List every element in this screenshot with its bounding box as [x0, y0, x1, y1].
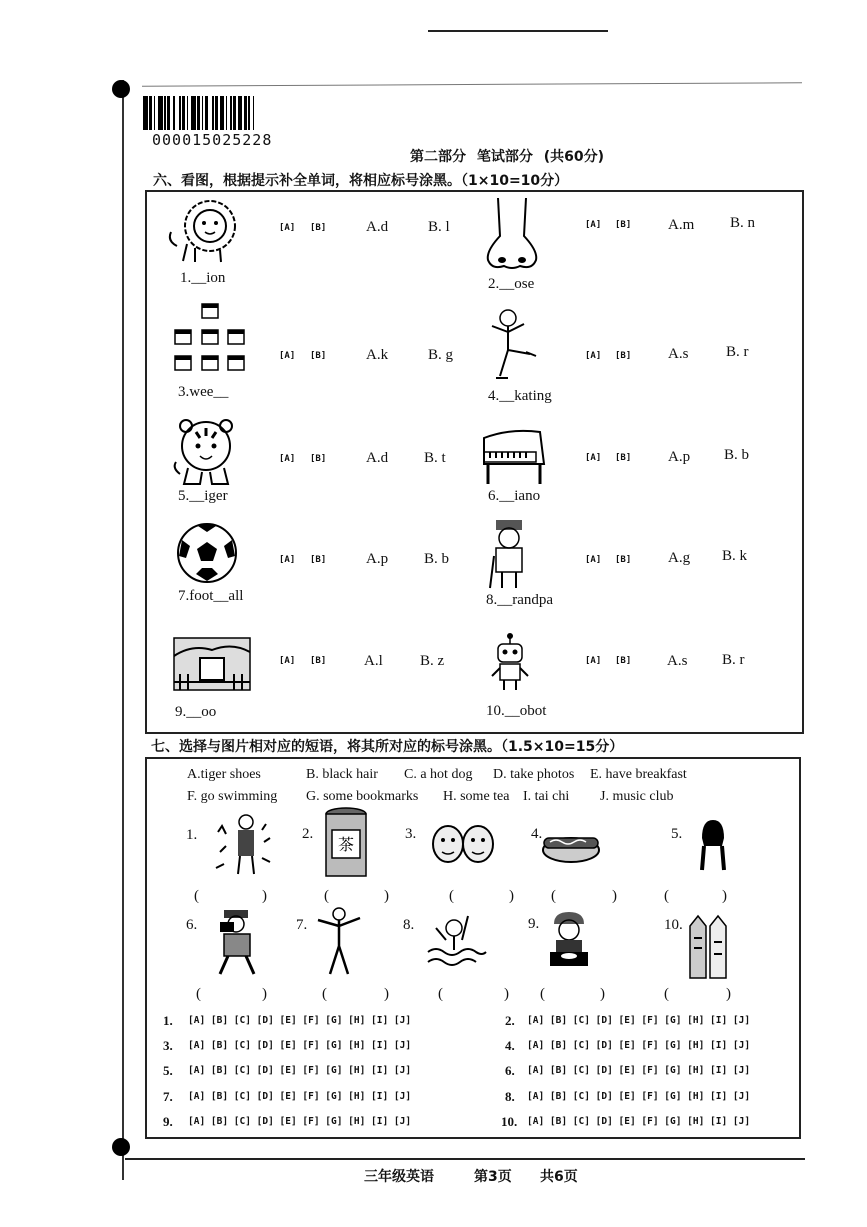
s6-item10-option-b: B. r — [722, 652, 745, 668]
pic4-paren-open: ( — [551, 888, 556, 904]
pic7-paren-close: ) — [384, 986, 389, 1002]
s6-item1-bubble-a[interactable]: [A] — [279, 223, 296, 233]
pic3-paren-close: ) — [509, 888, 514, 904]
s6-item7-bubble-a[interactable]: [A] — [279, 555, 296, 565]
s6-item2-bubble-b[interactable]: [B] — [615, 220, 632, 230]
bookmarks-icon — [686, 914, 732, 980]
phrase-h: H. some tea — [443, 789, 510, 804]
pic2-paren-close: ) — [384, 888, 389, 904]
s6-item6-option-a: A.p — [668, 449, 691, 465]
s6-item2-bubble-a[interactable]: [A] — [585, 220, 602, 230]
answer-row-1-bubbles[interactable]: [A] [B] [C] [D] [E] [F] [G] [H] [I] [J] — [188, 1015, 412, 1026]
phrase-b: B. black hair — [306, 767, 378, 782]
pic1-number: 1. — [186, 827, 198, 843]
pic9-number: 9. — [528, 916, 540, 932]
binding-hole-top — [112, 80, 130, 98]
swimming-icon — [426, 910, 488, 968]
skating-girl-icon — [486, 306, 546, 386]
pic8-paren-open: ( — [438, 986, 443, 1002]
section6-title: 六、看图，根据提示补全单词，将相应标号涂黑。（1×10=10分） — [153, 173, 569, 189]
phrase-f: F. go swimming — [187, 789, 278, 804]
s6-item5-option-b: B. t — [424, 450, 446, 466]
phrase-d: D. take photos — [493, 767, 575, 782]
phrase-g: G. some bookmarks — [306, 789, 419, 804]
phrase-a: A.tiger shoes — [187, 767, 261, 782]
pic10-paren-open: ( — [664, 986, 669, 1002]
answer-row-5-number: 5. — [163, 1063, 173, 1078]
footer-subject: 三年级英语 — [364, 1169, 434, 1185]
pic1-paren-open: ( — [194, 888, 199, 904]
barcode — [143, 96, 348, 130]
s6-item5-option-a: A.d — [366, 450, 389, 466]
s6-item6-bubble-a[interactable]: [A] — [585, 453, 602, 463]
pic6-number: 6. — [186, 917, 198, 933]
phrase-j: J. music club — [600, 789, 674, 804]
answer-row-5-bubbles[interactable]: [A] [B] [C] [D] [E] [F] [G] [H] [I] [J] — [188, 1065, 412, 1076]
s6-item2-option-b: B. n — [730, 215, 756, 231]
answer-row-4-bubbles[interactable]: [A] [B] [C] [D] [E] [F] [G] [H] [I] [J] — [527, 1040, 751, 1051]
pic10-paren-close: ) — [726, 986, 731, 1002]
s6-item1-option-b: B. l — [428, 219, 450, 235]
footer-total: 共6页 — [540, 1169, 578, 1185]
s6-item10-label: 10.__obot — [486, 703, 547, 719]
s6-item9-bubble-a[interactable]: [A] — [279, 656, 296, 666]
take-photos-icon — [212, 908, 262, 978]
s6-item10-bubble-a[interactable]: [A] — [585, 656, 602, 666]
pic7-paren-open: ( — [322, 986, 327, 1002]
s6-item3-option-a: A.k — [366, 347, 389, 363]
answer-row-6-number: 6. — [505, 1063, 515, 1078]
answer-row-2-bubbles[interactable]: [A] [B] [C] [D] [E] [F] [G] [H] [I] [J] — [527, 1015, 751, 1026]
footer-page: 第3页 — [474, 1169, 512, 1185]
pic3-number: 3. — [405, 826, 417, 842]
binding-line — [122, 80, 124, 1180]
phrase-i: I. tai chi — [523, 789, 570, 804]
pic5-paren-close: ) — [722, 888, 727, 904]
answer-row-1-number: 1. — [163, 1013, 173, 1028]
s6-item8-label: 8.__randpa — [486, 592, 554, 608]
s6-item6-option-b: B. b — [724, 447, 750, 463]
grandpa-icon — [484, 516, 534, 592]
pic9-paren-close: ) — [600, 986, 605, 1002]
answer-row-10-bubbles[interactable]: [A] [B] [C] [D] [E] [F] [G] [H] [I] [J] — [527, 1116, 751, 1127]
answer-row-2-number: 2. — [505, 1013, 515, 1028]
s6-item4-bubble-b[interactable]: [B] — [615, 351, 632, 361]
s6-item4-label: 4.__kating — [488, 388, 552, 404]
svg-text:茶: 茶 — [337, 835, 355, 854]
pic7-number: 7. — [296, 917, 308, 933]
s6-item4-option-b: B. r — [726, 344, 749, 360]
answer-row-7-bubbles[interactable]: [A] [B] [C] [D] [E] [F] [G] [H] [I] [J] — [188, 1091, 412, 1102]
answer-row-6-bubbles[interactable]: [A] [B] [C] [D] [E] [F] [G] [H] [I] [J] — [527, 1065, 751, 1076]
answer-row-3-bubbles[interactable]: [A] [B] [C] [D] [E] [F] [G] [H] [I] [J] — [188, 1040, 412, 1051]
s6-item3-bubble-a[interactable]: [A] — [279, 351, 296, 361]
breakfast-icon — [548, 910, 590, 968]
binding-hole-bottom — [112, 1138, 130, 1156]
s6-item8-option-a: A.g — [668, 550, 691, 566]
answer-row-10-number: 10. — [501, 1114, 518, 1129]
s6-item1-label: 1.__ion — [180, 270, 226, 286]
footer-rule — [125, 1158, 805, 1160]
part-title: 第二部分 笔试部分 (共60分) — [410, 149, 605, 165]
top-rule — [428, 30, 608, 32]
answer-row-9-number: 9. — [163, 1114, 173, 1129]
pic8-paren-close: ) — [504, 986, 509, 1002]
tiger-shoes-icon — [430, 814, 496, 866]
lion-icon — [165, 196, 240, 268]
tiger-icon — [170, 418, 245, 490]
week-calendar-icon — [170, 302, 250, 380]
black-hair-icon — [696, 818, 730, 874]
section7-title: 七、选择与图片相对应的短语，将其所对应的标号涂黑。（1.5×10=15分） — [151, 739, 624, 755]
pic4-number: 4. — [531, 826, 543, 842]
s6-item10-option-a: A.s — [667, 653, 688, 669]
pic5-number: 5. — [671, 826, 683, 842]
tea-can-icon — [322, 806, 370, 882]
s6-item5-bubble-a[interactable]: [A] — [279, 454, 296, 464]
answer-row-9-bubbles[interactable]: [A] [B] [C] [D] [E] [F] [G] [H] [I] [J] — [188, 1116, 412, 1127]
s6-item5-label: 5.__iger — [178, 488, 228, 504]
s6-item3-bubble-b[interactable]: [B] — [310, 351, 327, 361]
s6-item7-option-b: B. b — [424, 551, 450, 567]
nose-icon — [478, 196, 548, 274]
s6-item9-option-a: A.l — [364, 653, 383, 669]
pic4-paren-close: ) — [612, 888, 617, 904]
barcode-number: 000015025228 — [152, 131, 273, 149]
phrase-c: C. a hot dog — [404, 767, 473, 782]
s6-item1-bubble-b[interactable]: [B] — [310, 223, 327, 233]
robot-icon — [490, 632, 530, 694]
s6-item9-bubble-b[interactable]: [B] — [310, 656, 327, 666]
tai-chi-icon — [314, 906, 364, 978]
piano-icon — [480, 428, 550, 486]
pic2-paren-open: ( — [324, 888, 329, 904]
s6-item6-label: 6.__iano — [488, 488, 541, 504]
s6-item8-option-b: B. k — [722, 548, 748, 564]
s6-item3-option-b: B. g — [428, 347, 454, 363]
pic2-number: 2. — [302, 826, 314, 842]
s6-item7-option-a: A.p — [366, 551, 389, 567]
s6-item7-label: 7.foot__all — [178, 588, 244, 604]
s6-item2-option-a: A.m — [668, 217, 695, 233]
answer-row-4-number: 4. — [505, 1038, 515, 1053]
s6-item9-label: 9.__oo — [175, 704, 217, 720]
s6-item7-bubble-b[interactable]: [B] — [310, 555, 327, 565]
s6-item8-bubble-b[interactable]: [B] — [615, 555, 632, 565]
pic10-number: 10. — [664, 917, 683, 933]
hot-dog-icon — [540, 826, 602, 866]
football-icon — [176, 522, 238, 584]
barcode-bar — [254, 96, 259, 130]
s6-item4-option-a: A.s — [668, 346, 689, 362]
pic3-paren-open: ( — [449, 888, 454, 904]
answer-row-7-number: 7. — [163, 1089, 173, 1104]
pic5-paren-open: ( — [664, 888, 669, 904]
music-club-icon — [212, 812, 278, 878]
header-rule — [142, 82, 802, 86]
pic9-paren-open: ( — [540, 986, 545, 1002]
answer-row-8-number: 8. — [505, 1089, 515, 1104]
answer-row-8-bubbles[interactable]: [A] [B] [C] [D] [E] [F] [G] [H] [I] [J] — [527, 1091, 751, 1102]
s6-item5-bubble-b[interactable]: [B] — [310, 454, 327, 464]
answer-row-3-number: 3. — [163, 1038, 173, 1053]
s6-item6-bubble-b[interactable]: [B] — [615, 453, 632, 463]
pic6-paren-close: ) — [262, 986, 267, 1002]
s6-item4-bubble-a[interactable]: [A] — [585, 351, 602, 361]
s6-item10-bubble-b[interactable]: [B] — [615, 656, 632, 666]
s6-item9-option-b: B. z — [420, 653, 445, 669]
s6-item8-bubble-a[interactable]: [A] — [585, 555, 602, 565]
pic1-paren-close: ) — [262, 888, 267, 904]
phrase-e: E. have breakfast — [590, 767, 687, 782]
s6-item2-label: 2.__ose — [488, 276, 535, 292]
s6-item1-option-a: A.d — [366, 219, 389, 235]
zoo-icon — [172, 636, 252, 692]
pic8-number: 8. — [403, 917, 415, 933]
pic6-paren-open: ( — [196, 986, 201, 1002]
s6-item3-label: 3.wee__ — [178, 384, 229, 400]
